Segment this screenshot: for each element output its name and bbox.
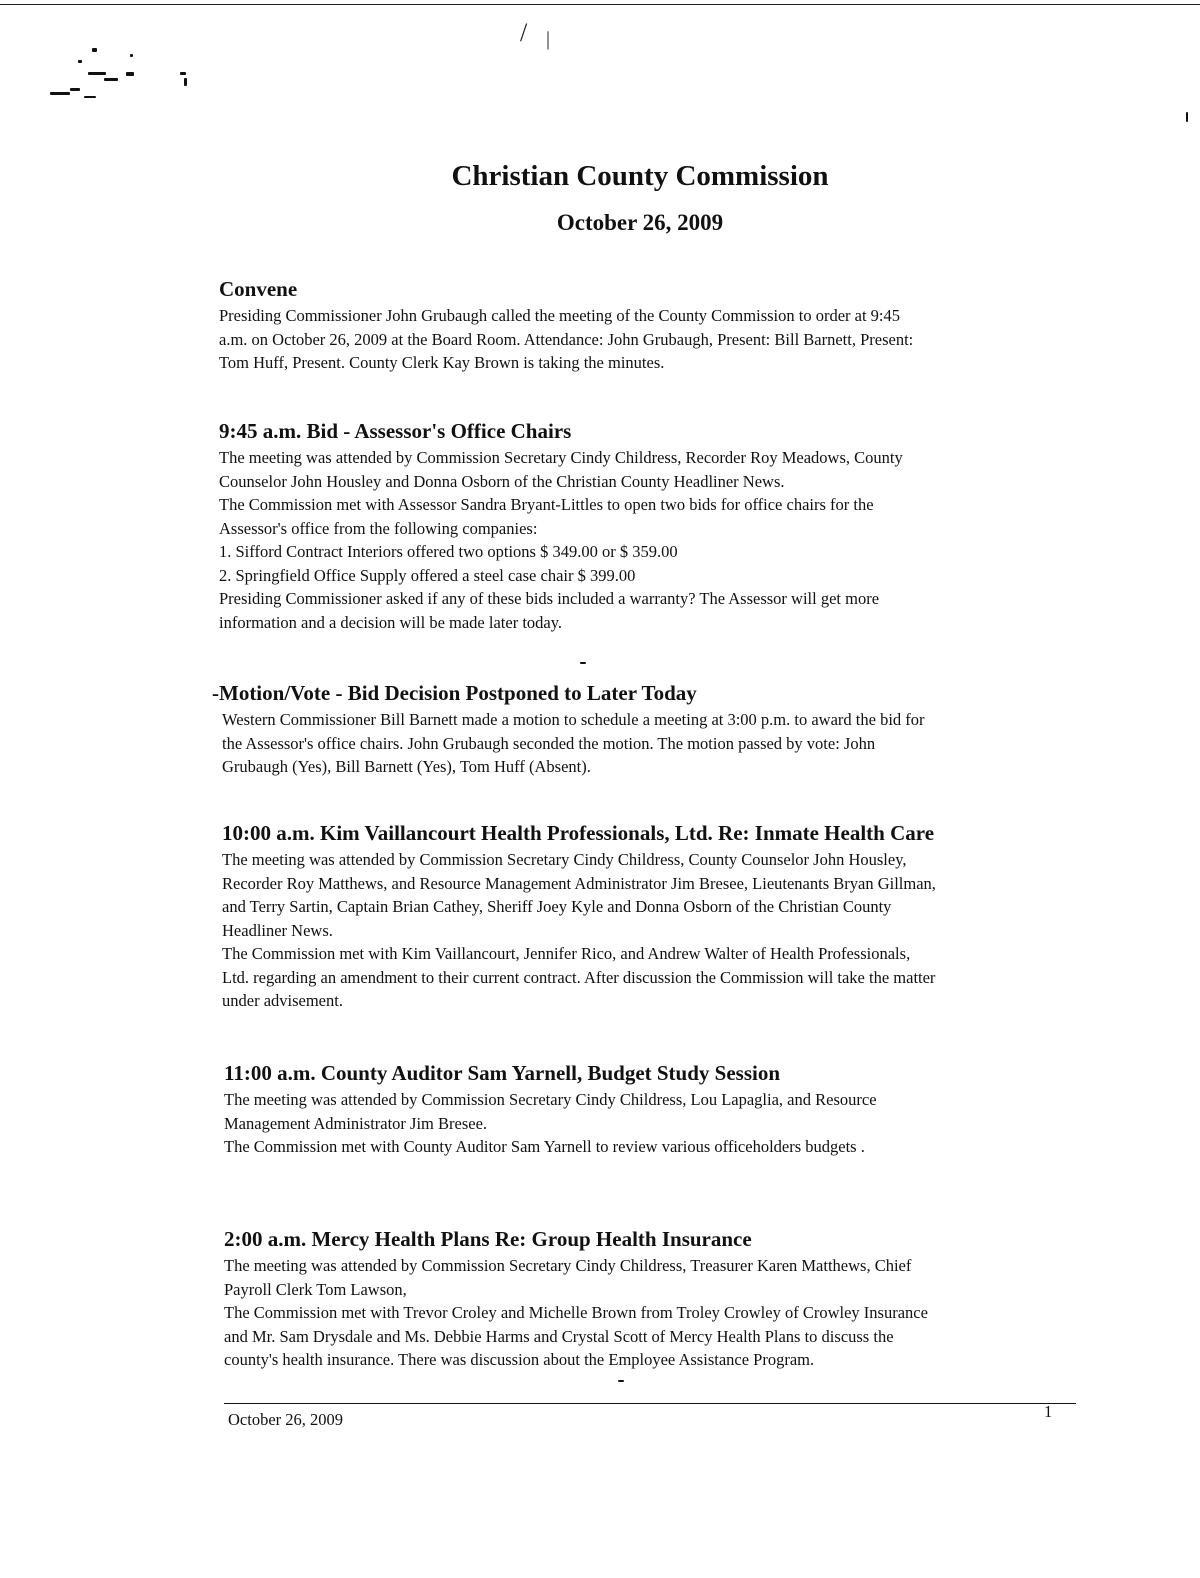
page-number: 1 <box>1044 1402 1053 1421</box>
section-line: under advisement. <box>222 991 343 1010</box>
footer-divider <box>224 1403 1076 1404</box>
section-line: The Commission met with County Auditor Sam Yarnell to review various officeholders budgets . <box>224 1137 865 1156</box>
section-line: 2. Springfield Office Supply offered a steel case chair $ 399.00 <box>219 565 636 585</box>
section-line: The meeting was attended by Commission Secretary Cindy Childress, County Counselor John Housley, <box>222 850 907 869</box>
section-line: Presiding Commissioner John Grubaugh called the meeting of the County Commission to order at 9:45 <box>219 306 901 325</box>
section-line: The meeting was attended by Commission Secretary Cindy Childress, Recorder Roy Meadows, County <box>219 448 903 467</box>
section-line: information and a decision will be made later today. <box>219 612 563 632</box>
section-heading: 9:45 a.m. Bid - Assessor's Office Chairs <box>219 419 572 443</box>
section-convene <box>219 276 1079 375</box>
section-line: the Assessor's office chairs. John Grubaugh seconded the motion. The motion passed by vote: John <box>222 733 876 753</box>
section-line: a.m. on October 26, 2009 at the Board Room. Attendance: John Grubaugh, Present: Bill Barnett, Present: <box>219 329 914 349</box>
section-group-health-insurance <box>224 1226 1084 1372</box>
document-title: Christian County Commission <box>451 160 829 192</box>
section-line: Management Administrator Jim Bresee. <box>224 1113 488 1133</box>
section-budget-study <box>224 1060 1084 1159</box>
section-line: The meeting was attended by Commission Secretary Cindy Childress, Treasurer Karen Matthews, Chief <box>224 1256 912 1275</box>
section-line: The Commission met with Kim Vaillancourt, Jennifer Rico, and Andrew Walter of Health Professionals, <box>222 944 911 963</box>
section-heading: -Motion/Vote - Bid Decision Postponed to Later Today <box>212 681 697 705</box>
handwritten-mark: / <box>520 18 528 47</box>
section-line: and Mr. Sam Drysdale and Ms. Debbie Harms and Crystal Scott of Mercy Health Plans to discuss the <box>224 1326 894 1346</box>
section-bid-assessor-chairs <box>219 418 1079 634</box>
section-line: Headliner News. <box>222 920 333 940</box>
section-line: and Terry Sartin, Captain Brian Cathey, Sheriff Joey Kyle and Donna Osborn of the Christian County <box>222 897 892 916</box>
section-line: The Commission met with Assessor Sandra Bryant-Littles to open two bids for office chairs for the <box>219 495 874 514</box>
section-heading: 10:00 a.m. Kim Vaillancourt Health Professionals, Ltd. Re: Inmate Health Care <box>222 821 935 845</box>
document-date: October 26, 2009 <box>556 210 724 235</box>
section-line: Western Commissioner Bill Barnett made a motion to schedule a meeting at 3:00 p.m. to award the bid for <box>222 710 925 729</box>
section-line: The Commission met with Trevor Croley and Michelle Brown from Troley Crowley of Crowley Insurance <box>224 1303 928 1322</box>
top-border-line <box>0 4 1200 5</box>
section-line: Payroll Clerk Tom Lawson, <box>224 1279 407 1299</box>
section-line: The meeting was attended by Commission Secretary Cindy Childress, Lou Lapaglia, and Resource <box>224 1090 877 1109</box>
section-health-professionals <box>222 820 1092 1013</box>
section-heading: 11:00 a.m. County Auditor Sam Yarnell, Budget Study Session <box>224 1061 781 1085</box>
section-line: Assessor's office from the following companies: <box>219 518 538 538</box>
section-line: Ltd. regarding an amendment to their current contract. After discussion the Commission will take the matter <box>222 967 936 987</box>
section-heading: Convene <box>219 277 298 301</box>
section-line: Counselor John Housley and Donna Osborn of the Christian County Headliner News. <box>219 471 785 491</box>
section-line: Recorder Roy Matthews, and Resource Management Administrator Jim Bresee, Lieutenants Bryan Gillman, <box>222 873 936 893</box>
section-line: Grubaugh (Yes), Bill Barnett (Yes), Tom Huff (Absent). <box>222 757 591 776</box>
section-line: county's health insurance. There was discussion about the Employee Assistance Program. <box>224 1350 815 1369</box>
section-heading: 2:00 a.m. Mercy Health Plans Re: Group Health Insurance <box>224 1227 752 1251</box>
section-line: Presiding Commissioner asked if any of these bids included a warranty? The Assessor will get more <box>219 589 880 608</box>
section-line: Tom Huff, Present. County Clerk Kay Brown is taking the minutes. <box>219 353 665 372</box>
section-motion-vote <box>212 680 1072 779</box>
footer-date: October 26, 2009 <box>228 1410 344 1429</box>
section-line: 1. Sifford Contract Interiors offered two options $ 349.00 or $ 359.00 <box>219 542 678 561</box>
handwritten-mark: | <box>546 28 551 50</box>
